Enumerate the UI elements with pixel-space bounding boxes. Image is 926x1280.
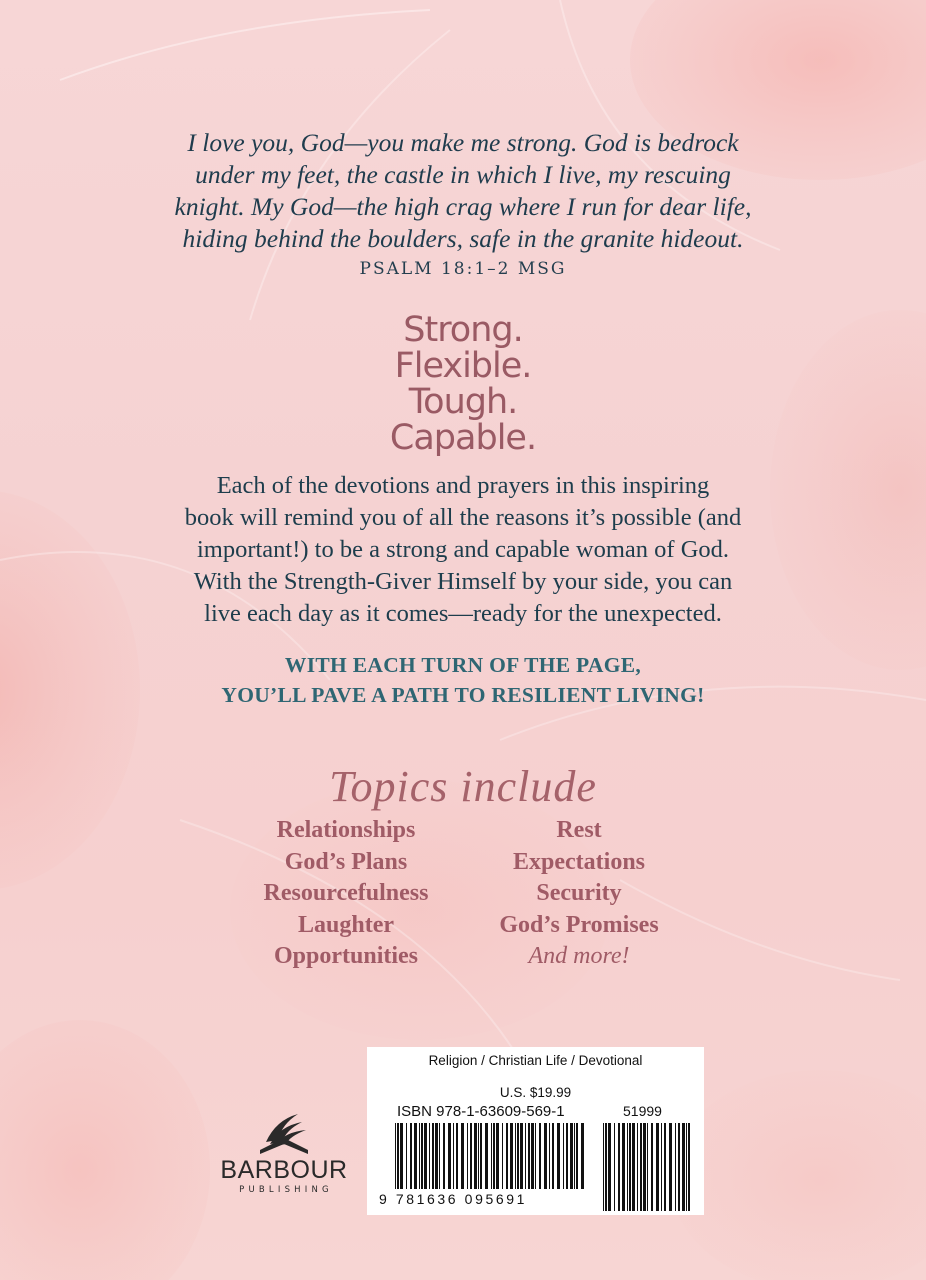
barcode-bar [480,1123,482,1189]
barcode-bar [622,1123,625,1211]
barcode-bar [608,1123,611,1211]
headline-word: Tough. [408,382,518,422]
barcode-bar [563,1123,564,1189]
topic-item: Security [536,880,622,906]
scripture-quote [0,127,926,255]
price: U.S. $19.99 [499,1085,572,1100]
barcode-bar [470,1123,472,1189]
publisher-tagline: PUBLISHING [239,1185,333,1195]
barcode-bar [647,1123,648,1211]
description-line: book will remind you of all the reasons it’s possible (and [184,504,742,531]
barcode-bar [686,1123,687,1211]
barcode-bar [664,1123,666,1211]
topic-item: Rest [556,817,602,843]
barcode-bar [453,1123,454,1189]
verse-line: hiding behind the boulders, safe in the granite hideout. [182,224,744,253]
barcode-digits: 9 781636 095691 [379,1191,527,1207]
barcode-bar [485,1123,488,1189]
barcode-bar [688,1123,690,1211]
description-line: important!) to be a strong and capable woman of God. [196,536,730,563]
topic-item: God’s Plans [284,848,408,875]
barcode-bar [678,1123,680,1211]
barcode-bar [429,1123,430,1189]
barcode-bar [419,1123,420,1189]
barcode-bar [605,1123,607,1211]
barcode-bar [544,1123,547,1189]
scripture-reference: PSALM 18:1–2 MSG [359,259,567,279]
barcode-bar [478,1123,479,1189]
barcode-bar [467,1123,468,1189]
headline-word: Flexible. [394,346,532,386]
barcode-bar [566,1123,568,1189]
book-description [0,470,926,630]
barcode-bar [448,1123,451,1189]
verse-line: I love you, God—you make me strong. God is bedrock [187,128,739,157]
ean-barcode [395,1123,585,1189]
barcode-bar [570,1123,573,1189]
verse-line: knight. My God—the high crag where I run for dear life, [174,192,752,221]
barcode-bar [614,1123,615,1211]
barcode-bar [618,1123,620,1211]
topic-item: Resourcefulness [263,880,429,906]
bisac-category: Religion / Christian Life / Devotional [428,1053,643,1068]
barcode-bar [549,1123,550,1189]
tagline-line: YOU’LL PAVE A PATH TO RESILIENT LIVING! [221,683,705,707]
description-line: live each day as it comes—ready for the unexpected. [204,600,722,627]
barcode-bar [581,1123,584,1189]
tagline [0,650,926,710]
isbn-barcode-label [367,1047,704,1215]
topic-item: Expectations [513,848,645,875]
barcode-bar [574,1123,575,1189]
barcode-bar [400,1123,403,1189]
barcode-bar [506,1123,508,1189]
publisher-name: BARBOUR [220,1156,348,1184]
barcode-bar [397,1123,399,1189]
barcode-bar [651,1123,653,1211]
barcode-bar [474,1123,477,1189]
topics-list [0,815,926,975]
barcode-bar [576,1123,578,1189]
topics-column-right [449,815,709,973]
topics-heading: Topics include [329,762,597,811]
barcode-bar [539,1123,541,1189]
publisher-logo [218,1110,350,1220]
headline-word: Strong. [403,310,523,350]
topic-more: And more! [528,943,630,969]
barcode-bar [439,1123,440,1189]
barcode-bar [675,1123,676,1211]
topic-item: Opportunities [273,943,419,969]
barcode-bar [525,1123,526,1189]
tagline-line: WITH EACH TURN OF THE PAGE, [284,653,642,677]
barcode-bar [515,1123,516,1189]
barcode-bar [603,1123,604,1211]
barcode-bar [643,1123,646,1211]
barcode-bar [627,1123,628,1211]
barcode-bar [637,1123,638,1211]
barcode-bar [414,1123,417,1189]
book-pages-icon [256,1110,312,1156]
headline [0,312,926,456]
barcode-bar [629,1123,631,1211]
barcode-bar [493,1123,495,1189]
barcode-bar [491,1123,492,1189]
barcode-bar [661,1123,662,1211]
barcode-bar [510,1123,513,1189]
barcode-bar [552,1123,554,1189]
barcode-bar [528,1123,530,1189]
barcode-bar [502,1123,503,1189]
barcode-bar [410,1123,412,1189]
barcode-bar [395,1123,396,1189]
topic-item: God’s Promises [499,911,659,938]
barcode-bar [421,1123,423,1189]
headline-word: Capable. [389,418,537,458]
barcode-bar [406,1123,407,1189]
description-line: Each of the devotions and prayers in this inspiring [216,472,710,499]
barcode-bar [531,1123,534,1189]
barcode-bar [520,1123,523,1189]
barcode-bar [496,1123,499,1189]
topic-item: Relationships [276,817,416,843]
topic-item: Laughter [298,911,394,938]
barcode-bar [669,1123,672,1211]
barcode-bar [640,1123,642,1211]
barcode-bar [424,1123,427,1189]
barcode-bar [656,1123,659,1211]
barcode-bar [456,1123,458,1189]
barcode-bar [443,1123,445,1189]
addon-barcode [603,1123,691,1211]
barcode-bar [517,1123,519,1189]
description-line: With the Strength-Giver Himself by your side, you can [193,568,733,595]
barcode-bar [435,1123,438,1189]
barcode-bar [632,1123,635,1211]
topics-column-left [216,815,476,973]
price-addon-code: 51999 [623,1103,662,1119]
barcode-bar [461,1123,464,1189]
barcode-bar [682,1123,685,1211]
isbn-number: ISBN 978-1-63609-569-1 [397,1103,565,1120]
barcode-bar [557,1123,560,1189]
barcode-bar [432,1123,434,1189]
barcode-bar [535,1123,536,1189]
verse-line: under my feet, the castle in which I live, my rescuing [195,160,731,189]
